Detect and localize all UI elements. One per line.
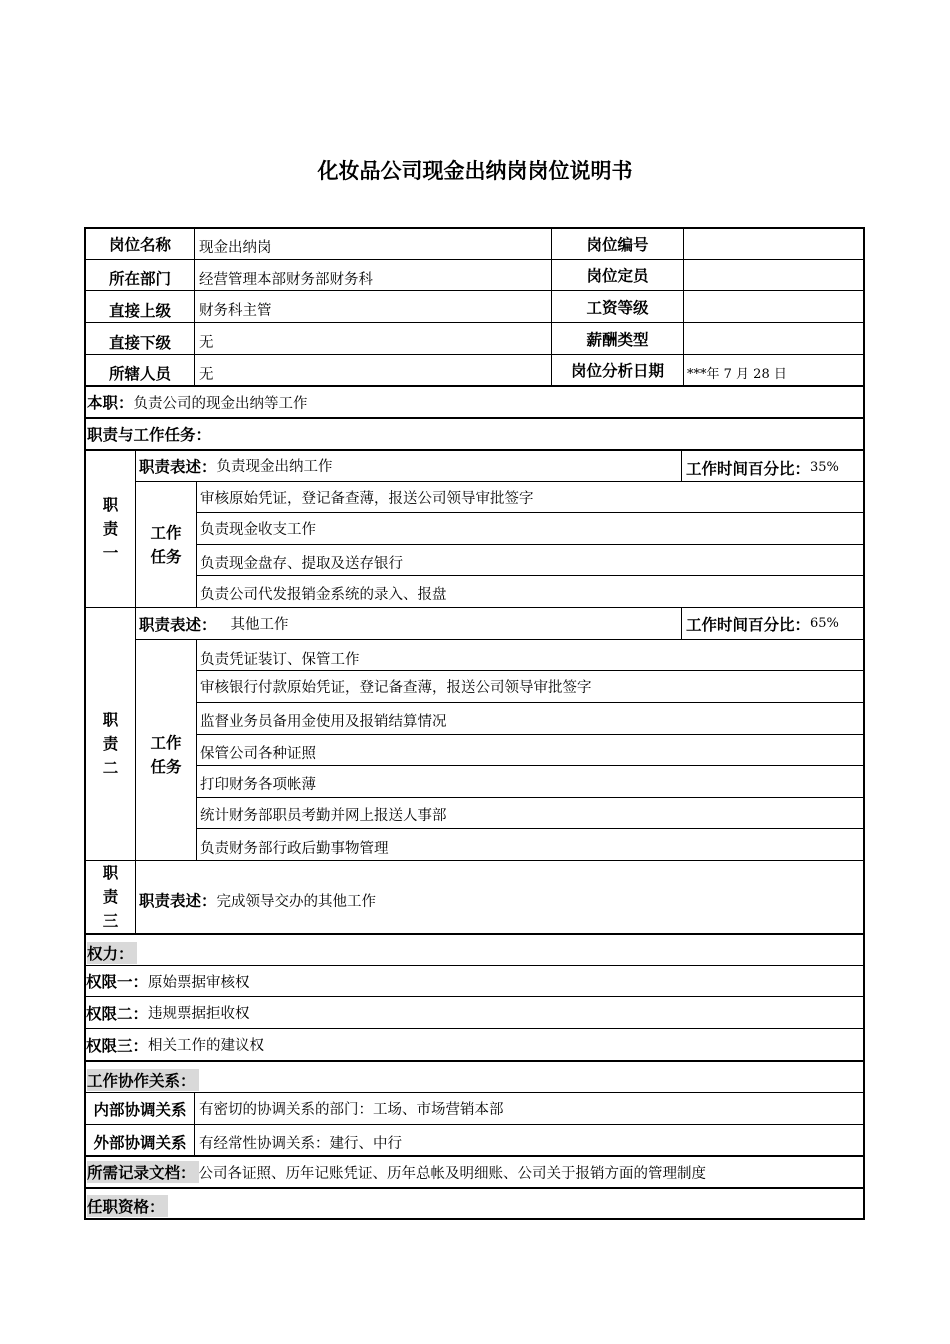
duty3-label-char: 职 — [102, 864, 119, 882]
duty2-task: 统计财务部职员考勤并网上报送人事部 — [200, 807, 447, 824]
duty2-label-char: 职 — [102, 711, 119, 729]
duty3-label-char: 三 — [102, 912, 119, 930]
power-item-label: 权限三： — [86, 1036, 149, 1055]
duty1-label-char: 责 — [102, 519, 119, 538]
value-staff: 无 — [199, 366, 214, 383]
power-item-label: 权限二： — [86, 1004, 149, 1023]
duty3-desc-value: 完成领导交办的其他工作 — [216, 893, 377, 910]
label-direct-superior: 直接上级 — [108, 301, 171, 320]
label-headcount: 岗位定员 — [586, 267, 649, 285]
duty2-task-label-line: 工作 — [150, 734, 182, 752]
label-pay-type: 薪酬类型 — [586, 330, 649, 349]
duty2-desc-label: 职责表述： — [139, 615, 217, 634]
duty1-task: 负责公司代发报销金系统的录入、报盘 — [200, 587, 447, 603]
internal-relations-label: 内部协调关系 — [93, 1100, 187, 1119]
duty2-task: 保管公司各种证照 — [200, 745, 316, 762]
power-item-label: 权限一： — [86, 973, 149, 991]
duty2-task: 审核银行付款原始凭证，登记备查薄，报送公司领导审批签字 — [200, 680, 592, 696]
duty1-time-percent — [686, 450, 862, 481]
value-pay-type — [687, 323, 862, 354]
duty1-task: 负责现金收支工作 — [200, 522, 316, 538]
duty2-pct-label: 工作时间百分比： — [686, 615, 811, 634]
documents-label: 所需记录文档： — [87, 1161, 199, 1183]
role-value: 负责公司的现金出纳等工作 — [133, 395, 308, 412]
duty2-pct-value: 65% — [810, 616, 839, 631]
duty1-desc-value: 负责现金出纳工作 — [216, 459, 333, 475]
qualification-header — [87, 1189, 857, 1218]
duty1-pct-value: 35% — [810, 460, 839, 475]
duty3-desc-label: 职责表述： — [139, 892, 217, 910]
label-analysis-date: 岗位分析日期 — [570, 362, 664, 380]
power-item — [86, 1029, 856, 1060]
power-item — [86, 966, 856, 996]
label-staff: 所辖人员 — [108, 365, 171, 383]
relations-header-text: 工作协作关系： — [87, 1069, 199, 1091]
power-item-value: 原始票据审核权 — [148, 974, 250, 991]
value-headcount — [687, 260, 862, 290]
relations-header — [87, 1062, 857, 1092]
power-item-value: 相关工作的建议权 — [148, 1038, 265, 1054]
duty1-task: 负责现金盘存、提取及送存银行 — [200, 555, 403, 572]
label-department: 所在部门 — [108, 270, 171, 288]
duty3-label — [86, 861, 135, 933]
value-analysis-date: ***年 7 月 28 日 — [687, 366, 787, 382]
duty2-time-percent — [686, 608, 862, 639]
duty3-description — [139, 861, 859, 933]
label-position-name: 岗位名称 — [108, 236, 171, 254]
duty1-task-label-line: 任务 — [150, 547, 182, 566]
role-row — [87, 387, 857, 417]
role-label: 本职： — [87, 394, 134, 412]
documents-value: 公司各证照、历年记账凭证、历年总帐及明细账、公司关于报销方面的管理制度 — [198, 1165, 707, 1182]
value-department: 经营管理本部财务部财务科 — [199, 271, 373, 288]
duty2-task: 负责财务部行政后勤事物管理 — [200, 841, 389, 857]
duty2-label-char: 二 — [102, 759, 119, 777]
internal-relations-value: 有密切的协调关系的部门：工场、市场营销本部 — [199, 1102, 504, 1118]
value-position-name: 现金出纳岗 — [199, 239, 272, 256]
duty2-task: 打印财务各项帐薄 — [200, 777, 316, 793]
external-relations-value: 有经常性协调关系：建行、中行 — [199, 1135, 402, 1152]
duty2-task-label — [136, 640, 196, 860]
duty1-pct-label: 工作时间百分比： — [686, 459, 811, 478]
duty2-task: 监督业务员备用金使用及报销结算情况 — [200, 714, 447, 730]
documents-row — [87, 1157, 857, 1187]
power-header — [87, 935, 857, 965]
duty1-desc-label: 职责表述： — [139, 457, 217, 476]
label-direct-subordinate: 直接下级 — [108, 333, 171, 352]
duty3-label-char: 责 — [102, 888, 119, 906]
external-relations-label: 外部协调关系 — [93, 1134, 187, 1152]
duty1-task-label-line: 工作 — [150, 523, 182, 542]
duty1-task: 审核原始凭证，登记备查薄，报送公司领导审批签字 — [200, 490, 534, 507]
power-item — [86, 997, 856, 1028]
duty2-task-label-line: 任务 — [150, 758, 182, 776]
duty2-label — [86, 608, 135, 860]
value-direct-superior: 财务科主管 — [199, 303, 272, 319]
value-direct-subordinate: 无 — [199, 335, 214, 351]
document-title: 化妆品公司现金出纳岗岗位说明书 — [317, 159, 633, 183]
duty1-label — [86, 450, 135, 607]
power-item-value: 违规票据拒收权 — [148, 1006, 250, 1022]
power-header-text: 权力： — [87, 942, 137, 964]
duty2-desc-value: 其他工作 — [230, 617, 289, 633]
duty1-label-char: 职 — [102, 495, 119, 514]
duty2-label-char: 责 — [102, 735, 119, 753]
duties-header: 职责与工作任务： — [87, 426, 212, 444]
qualification-header-text: 任职资格： — [87, 1195, 168, 1217]
duty2-task: 负责凭证装订、保管工作 — [200, 651, 360, 668]
duty1-task-label — [136, 482, 196, 607]
value-salary-grade — [687, 291, 862, 322]
label-salary-grade: 工资等级 — [586, 298, 649, 317]
duty1-label-char: 一 — [102, 543, 119, 562]
label-position-code: 岗位编号 — [586, 236, 649, 254]
duty2-description — [139, 608, 679, 639]
value-position-code — [687, 229, 862, 259]
duty1-description — [139, 450, 679, 481]
